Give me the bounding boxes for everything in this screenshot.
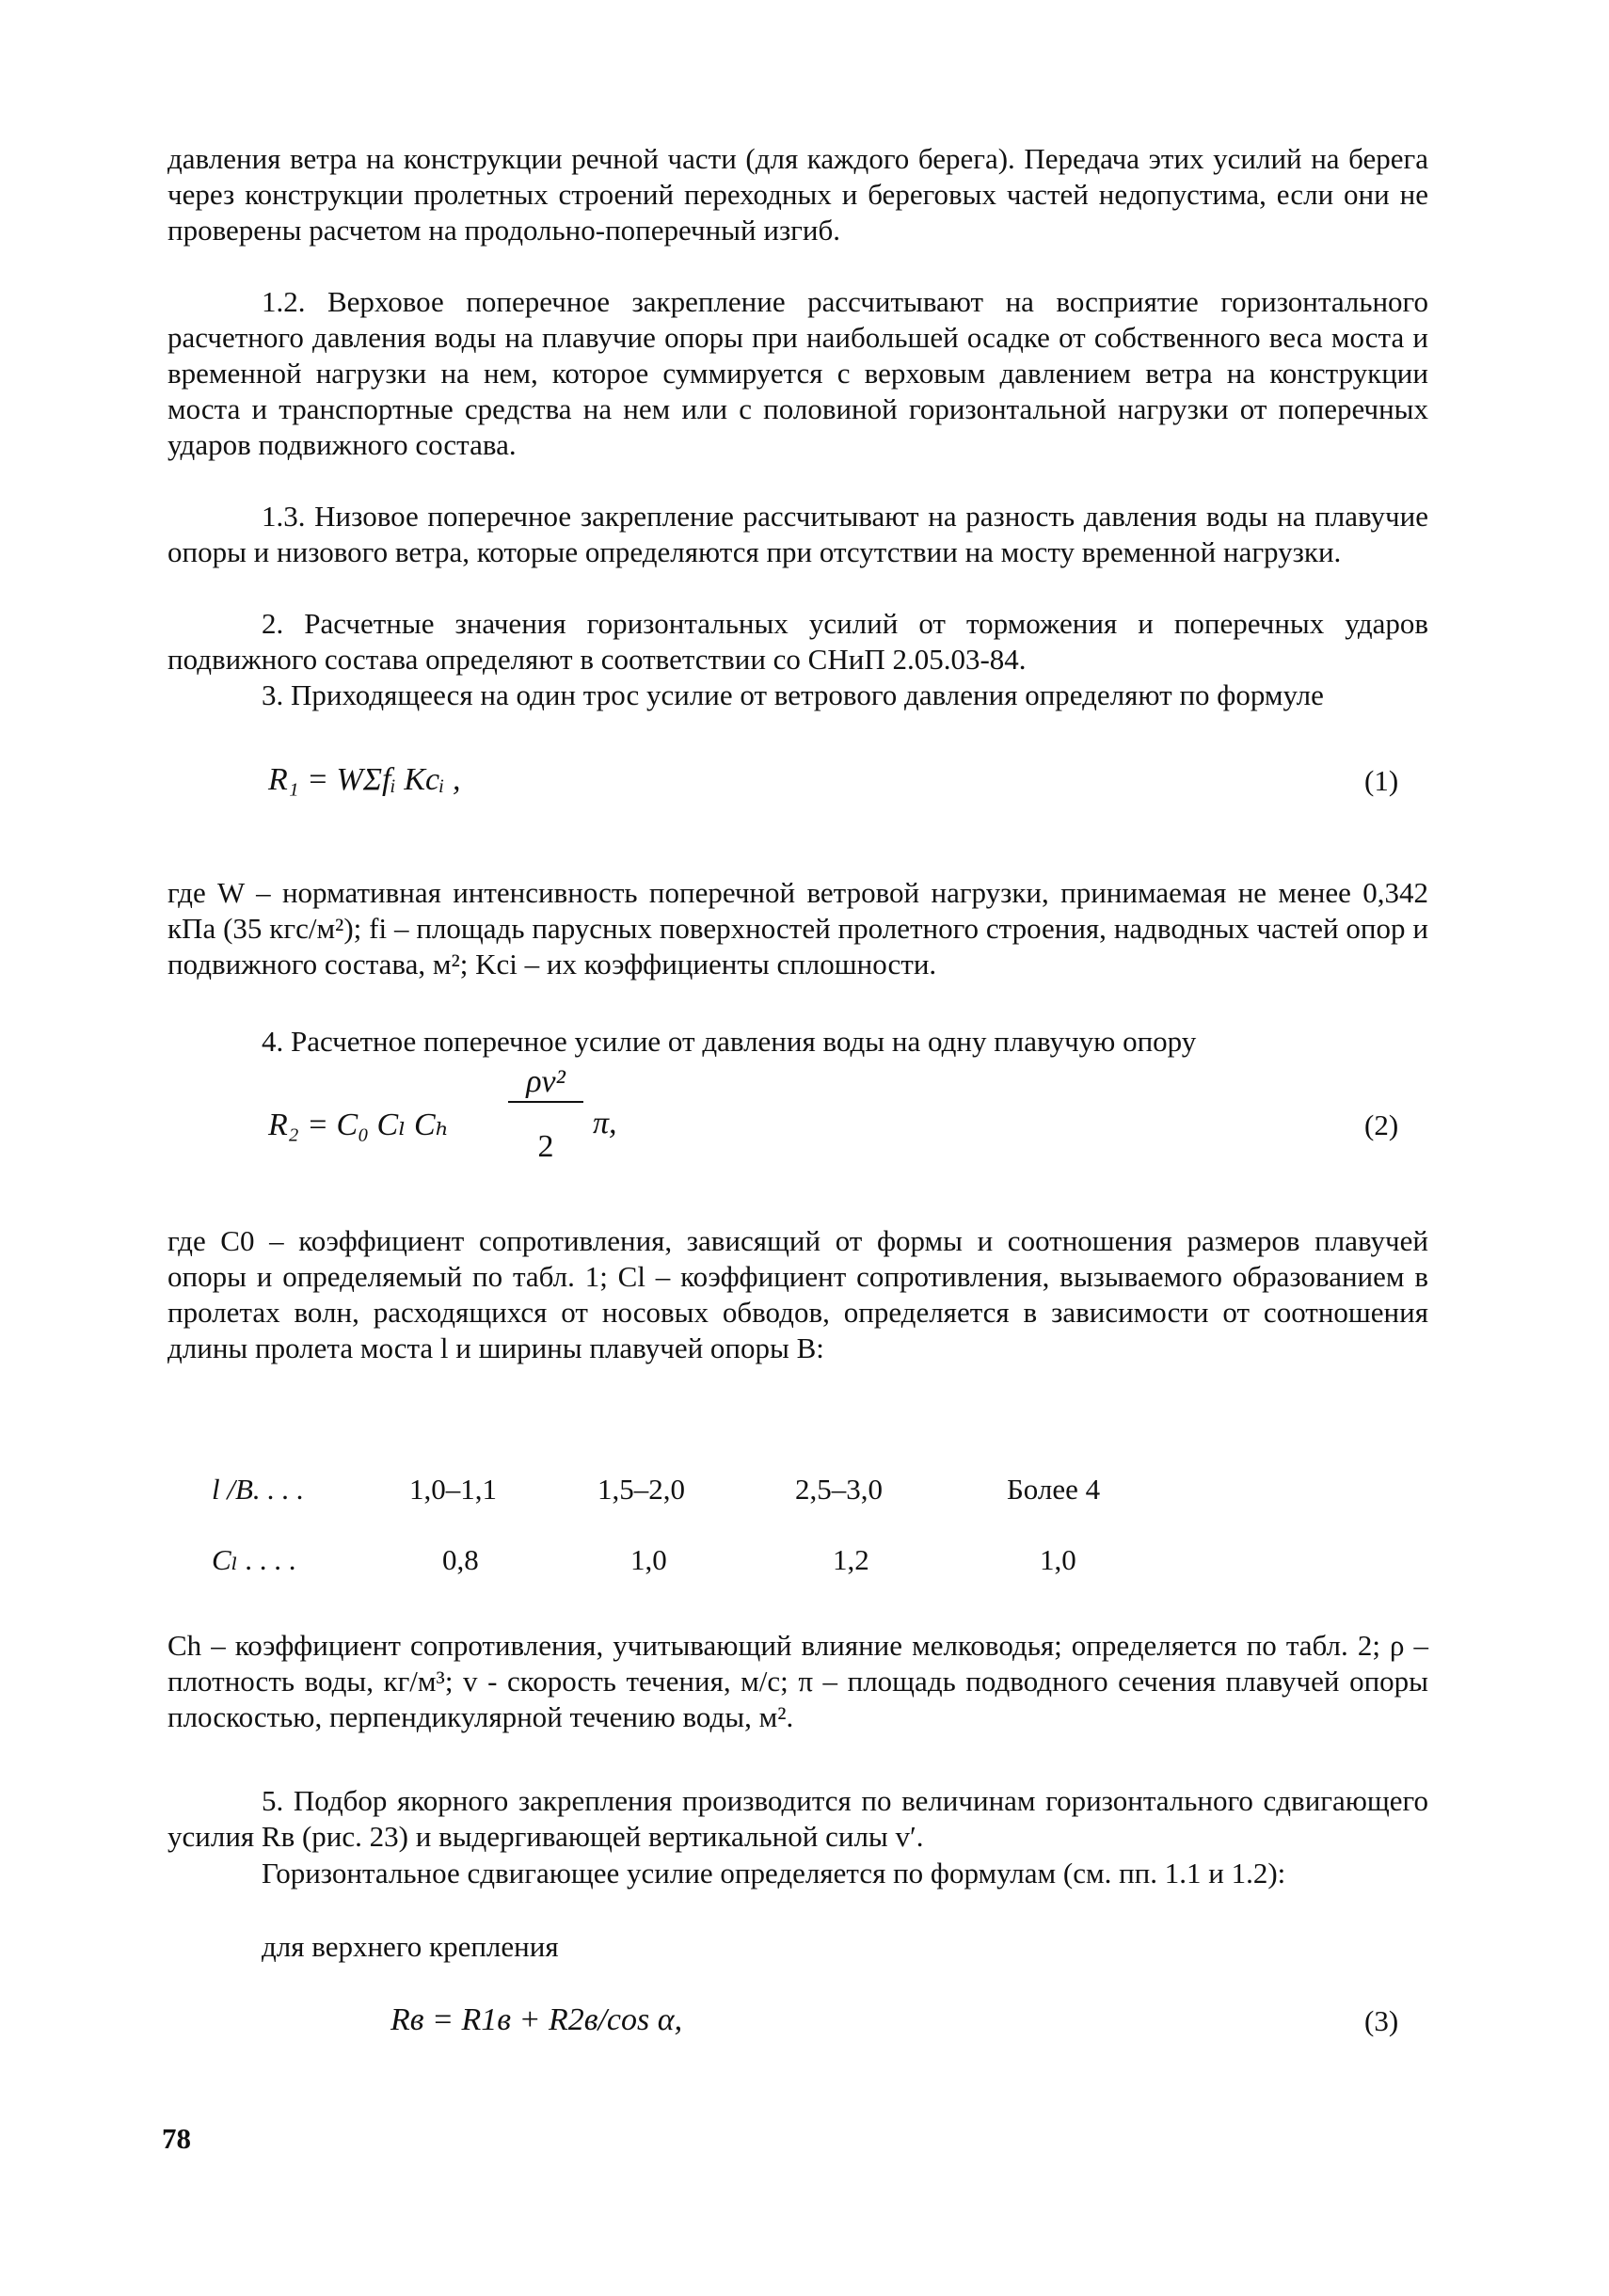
ratio-table-cell: 1,5–2,0 xyxy=(597,1473,685,1506)
paragraph-wind-pressure-continued: давления ветра на конструкции речной части (для каждого берега). Передача этих усилий на берега через конструкции пролетных строений переходных и береговых частей недопустима, если они не проверены расчетом на продольно-поперечный изгиб. xyxy=(167,142,1428,247)
paragraph-formula-2-legend: где C0 – коэффициент сопротивления, зависящий от формы и соотношения размеров плавучей опоры и определяемый по табл. 1; Cl – коэффициент сопротивления, вызываемого образованием в пролетах волн, расходящихся от носовых обводов, определяется в зависимости от соотношения длины пролета моста l и ширины плавучей опоры B: xyxy=(167,1224,1428,1364)
ratio-table-cell: 1,2 xyxy=(833,1543,869,1576)
paragraph-formula-1-legend: где W – нормативная интенсивность поперечной ветровой нагрузки, принимаемая не менее 0,342 кПа (35 кгс/м²); fi – площадь парусных поверхностей пролетного строения, надводных частей опор и подвижного состава, м²; Kci – их коэффициенты сплошности. xyxy=(167,876,1428,981)
ratio-table-label: Cₗ . . . . xyxy=(212,1543,297,1576)
paragraph-1-2: 1.2. Верховое поперечное закрепление рассчитывают на восприятие горизонтального расчетного давления воды на плавучие опоры при наибольшей осадке от собственного веса моста и временной нагрузки на нем, которое суммируется с верховым давлением ветра на конструкции моста и транспортные средства на нем или с половиной горизонтальной нагрузки от поперечных ударов подвижного состава. xyxy=(167,285,1428,461)
ratio-table-cell: 1,0–1,1 xyxy=(409,1473,497,1506)
paragraph-4: 4. Расчетное поперечное усилие от давления воды на одну плавучую опору xyxy=(262,1025,1197,1058)
ratio-table-row-cl xyxy=(212,1543,1153,1581)
paragraph-2: 2. Расчетные значения горизонтальных усилий от торможения и поперечных ударов подвижного состава определяют в соответствии со СНиП 2.05.03-84. xyxy=(167,607,1428,676)
formula-3: Rв = R1в + R2в/cos α, xyxy=(390,2002,683,2037)
formula-3-number: (3) xyxy=(1364,2004,1399,2037)
paragraph-ch-legend: Ch – коэффициент сопротивления, учитывающий влияние мелководья; определяется по табл. 2; ρ – плотность воды, кг/м³; v - скорость течения, м/с; π – площадь подводного сечения плавучей опоры плоскостью, перпендикулярной течению воды, м². xyxy=(167,1629,1428,1733)
formula-2-number: (2) xyxy=(1364,1108,1399,1141)
formula-2-left: R₂ = C₀ Cₗ Cₕ xyxy=(268,1108,450,1142)
ratio-table-cell: 2,5–3,0 xyxy=(795,1473,883,1506)
ratio-table-cell: 0,8 xyxy=(442,1543,479,1576)
page-number: 78 xyxy=(162,2122,191,2155)
ratio-table-label: l /B. . . . xyxy=(212,1473,305,1506)
ratio-table-row-l-b xyxy=(212,1473,1153,1510)
formula-1: R₁ = WΣfᵢ Kcᵢ , xyxy=(268,762,461,797)
formula-2-fraction-denominator: 2 xyxy=(537,1129,554,1164)
ratio-table-cell: Более 4 xyxy=(1007,1473,1101,1506)
formula-2-right: π, xyxy=(593,1106,617,1140)
paragraph-upper-mount: для верхнего крепления xyxy=(262,1930,559,1963)
paragraph-1-3: 1.3. Низовое поперечное закрепление рассчитывают на разность давления воды на плавучие опоры и низового ветра, которые определяются при отсутствии на мосту временной нагрузки. xyxy=(167,500,1428,568)
ratio-table-cell: 1,0 xyxy=(630,1543,667,1576)
formula-1-number: (1) xyxy=(1364,764,1399,797)
ratio-table-cell: 1,0 xyxy=(1040,1543,1076,1576)
paragraph-horizontal-force: Горизонтальное сдвигающее усилие определяется по формулам (см. пп. 1.1 и 1.2): xyxy=(262,1857,1286,1889)
paragraph-3: 3. Приходящееся на один трос усилие от ветрового давления определяют по формуле xyxy=(262,678,1324,711)
paragraph-5: 5. Подбор якорного закрепления производится по величинам горизонтального сдвигающего усилия Rв (рис. 23) и выдергивающей вертикальной силы v′. xyxy=(167,1784,1428,1853)
formula-2-fraction-numerator: ρv² xyxy=(508,1063,583,1103)
